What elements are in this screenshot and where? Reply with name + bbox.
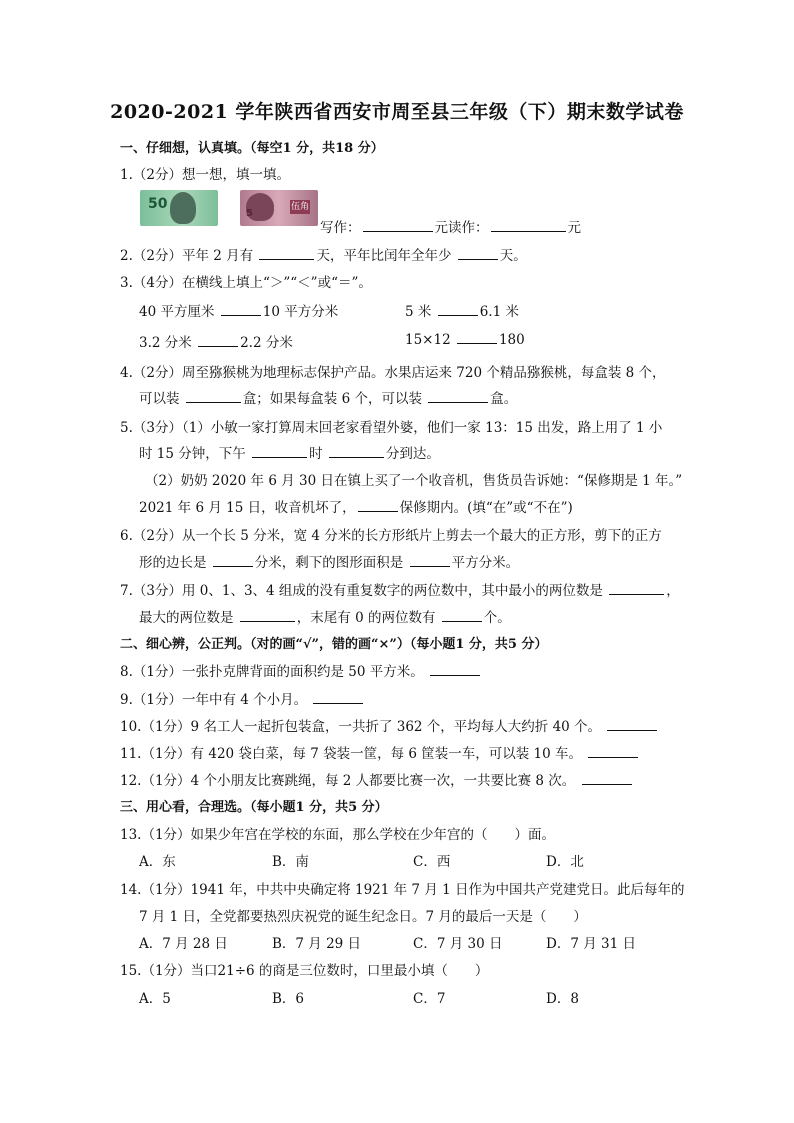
question-7-line-2	[139, 606, 511, 626]
option-a[interactable]: A．7 月 28 日	[139, 936, 228, 952]
q2-text: 天，平年比闰年全年少	[316, 248, 452, 264]
q6-text: 平方分米。	[451, 555, 520, 571]
compare-right: 6.1 米	[479, 304, 519, 320]
question-10	[120, 715, 659, 735]
question-15: 15.（1分）当口21÷6 的商是三位数时，口里最小填（ ）	[120, 963, 489, 979]
compare-item	[139, 300, 338, 320]
q4-text: 可以装	[139, 391, 180, 407]
question-6-line-2	[139, 551, 519, 571]
answer-blank[interactable]	[363, 219, 433, 232]
unit-label: 元	[567, 220, 581, 236]
q7-text: ，末尾有 0 的两位数有	[296, 610, 436, 626]
question-4-line-2	[139, 387, 517, 407]
banknote-value: 50	[148, 196, 168, 212]
answer-blank[interactable]	[410, 554, 450, 567]
q5-text: 分到达。	[385, 446, 440, 462]
q12-text: 12.（1分）4 个小朋友比赛跳绳，每 2 人都要比赛一次，一共要比赛 8 次。	[120, 773, 576, 789]
option-d[interactable]: D．7 月 31 日	[546, 936, 636, 952]
answer-blank[interactable]	[588, 745, 638, 758]
q4-text: 盒；如果每盒装 6 个，可以装	[242, 391, 422, 407]
answer-blank[interactable]	[240, 609, 295, 622]
answer-blank[interactable]	[609, 582, 664, 595]
answer-blank[interactable]	[186, 390, 241, 403]
compare-left: 40 平方厘米	[139, 304, 215, 320]
question-14-line-1: 14.（1分）1941 年，中共中央确定将 1921 年 7 月 1 日作为中国共产党建党日。此后每年的	[120, 882, 685, 898]
q7-text: 7.（3分）用 0、1、3、4 组成的没有重复数字的两位数中，其中最小的两位数是	[120, 583, 603, 599]
banknote-denomination: 伍角	[290, 202, 309, 212]
page-title: 2020-2021 学年陕西省西安市周至县三年级（下）期末数学试卷	[110, 101, 684, 123]
option-b[interactable]: B．6	[272, 991, 305, 1007]
q10-text: 10.（1分）9 名工人一起折包装盒，一共折了 362 个，平均每人大约折 40 个。	[120, 719, 602, 735]
q5-text: 时 15 分钟，下午	[139, 446, 246, 462]
q5-text: 保修期内。(填“在”或“不在”)	[399, 500, 573, 516]
answer-blank[interactable]	[213, 554, 253, 567]
section-1-heading: 一、仔细想，认真填。（每空1 分，共18 分）	[120, 141, 384, 156]
unit-label: 元读作：	[434, 220, 489, 236]
question-3: 3.（4分）在横线上填上“＞”“＜”或“＝”。	[120, 275, 372, 291]
question-5-line-4	[139, 496, 573, 516]
question-8	[120, 660, 482, 680]
q9-text: 9.（1分）一年中有 4 个小月。	[120, 692, 308, 708]
answer-blank[interactable]	[442, 609, 482, 622]
question-9	[120, 688, 365, 708]
compare-left: 3.2 分米	[139, 335, 192, 351]
q6-text: 分米，剩下的图形面积是	[254, 555, 404, 571]
answer-blank[interactable]	[582, 772, 632, 785]
answer-blank[interactable]	[428, 390, 488, 403]
compare-item	[405, 331, 525, 348]
portrait-icon	[170, 192, 196, 224]
banknote-value: 5	[246, 208, 253, 219]
answer-blank[interactable]	[198, 334, 238, 347]
question-5-line-1: 5.（3分）（1）小敏一家打算周末回老家看望外婆，他们一家 13：15 出发，路上用了 1 小	[120, 420, 663, 436]
section-2-heading: 二、细心辨，公正判。（对的画“√”，错的画“×”）（每小题1 分，共5 分）	[120, 637, 548, 652]
answer-blank[interactable]	[329, 445, 384, 458]
five-jiao-banknote-image	[240, 190, 318, 226]
compare-left: 15×12	[405, 332, 451, 348]
question-12	[120, 769, 634, 789]
q8-text: 8.（1分）一张扑克牌背面的面积约是 50 平方米。	[120, 664, 424, 680]
section-3-heading: 三、用心看，合理选。（每小题1 分，共5 分）	[120, 800, 388, 815]
compare-item	[405, 300, 519, 320]
option-d[interactable]: D．8	[546, 991, 579, 1007]
compare-item	[139, 331, 293, 351]
q4-text: 盒。	[490, 391, 518, 407]
question-7-line-1	[120, 579, 680, 599]
q7-text: 个。	[483, 610, 511, 626]
fifty-yuan-banknote-image	[140, 190, 218, 226]
q6-text: 形的边长是	[139, 555, 207, 571]
q5-text: 2021 年 6 月 15 日，收音机坏了，	[139, 500, 356, 516]
money-answer-line	[320, 216, 581, 236]
question-2	[120, 244, 527, 264]
answer-blank[interactable]	[221, 303, 261, 316]
option-c[interactable]: C．7	[413, 991, 446, 1007]
compare-left: 5 米	[405, 304, 432, 320]
answer-blank[interactable]	[457, 331, 497, 344]
compare-right: 10 平方分米	[262, 304, 339, 320]
question-5-line-2	[139, 442, 440, 462]
question-14-line-2: 7 月 1 日，全党都要热烈庆祝党的诞生纪念日。7 月的最后一天是（ ）	[139, 909, 587, 925]
option-b[interactable]: B．7 月 29 日	[272, 936, 362, 952]
q7-text: ，	[666, 583, 680, 599]
answer-blank[interactable]	[259, 247, 314, 260]
write-label: 写作：	[320, 220, 361, 236]
answer-blank[interactable]	[438, 303, 478, 316]
compare-right: 180	[498, 332, 525, 348]
option-b[interactable]: B．南	[272, 854, 309, 870]
question-1: 1.（2分）想一想，填一填。	[120, 167, 290, 183]
q5-text: 时	[309, 446, 323, 462]
compare-right: 2.2 分米	[240, 335, 293, 351]
option-a[interactable]: A．东	[139, 854, 176, 870]
option-c[interactable]: C．西	[413, 854, 451, 870]
option-c[interactable]: C．7 月 30 日	[413, 936, 503, 952]
q7-text: 最大的两位数是	[139, 610, 234, 626]
answer-blank[interactable]	[252, 445, 307, 458]
q2-text: 2.（2分）平年 2 月有	[120, 248, 254, 264]
question-5-line-3: （2）奶奶 2020 年 6 月 30 日在镇上买了一个收音机，售货员告诉她：“保修期是 1 年。”	[145, 473, 683, 489]
answer-blank[interactable]	[358, 499, 398, 512]
question-11	[120, 742, 640, 762]
option-a[interactable]: A．5	[139, 991, 171, 1007]
answer-blank[interactable]	[458, 247, 498, 260]
question-4-line-1: 4.（2分）周至猕猴桃为地理标志保护产品。水果店运来 720 个精品猕猴桃，每盒装 8 个，	[120, 365, 666, 381]
question-13: 13.（1分）如果少年宫在学校的东面，那么学校在少年宫的（ ）面。	[120, 827, 556, 843]
answer-blank[interactable]	[491, 219, 566, 232]
question-6-line-1: 6.（2分）从一个长 5 分米，宽 4 分米的长方形纸片上剪去一个最大的正方形，剪下的正方	[120, 528, 662, 544]
answer-blank[interactable]	[430, 663, 480, 676]
q2-text: 天。	[499, 248, 527, 264]
answer-blank[interactable]	[313, 691, 363, 704]
option-d[interactable]: D．北	[546, 854, 584, 870]
q11-text: 11.（1分）有 420 袋白菜，每 7 袋装一筐，每 6 筐装一车，可以装 10 车。	[120, 746, 583, 762]
answer-blank[interactable]	[607, 718, 657, 731]
